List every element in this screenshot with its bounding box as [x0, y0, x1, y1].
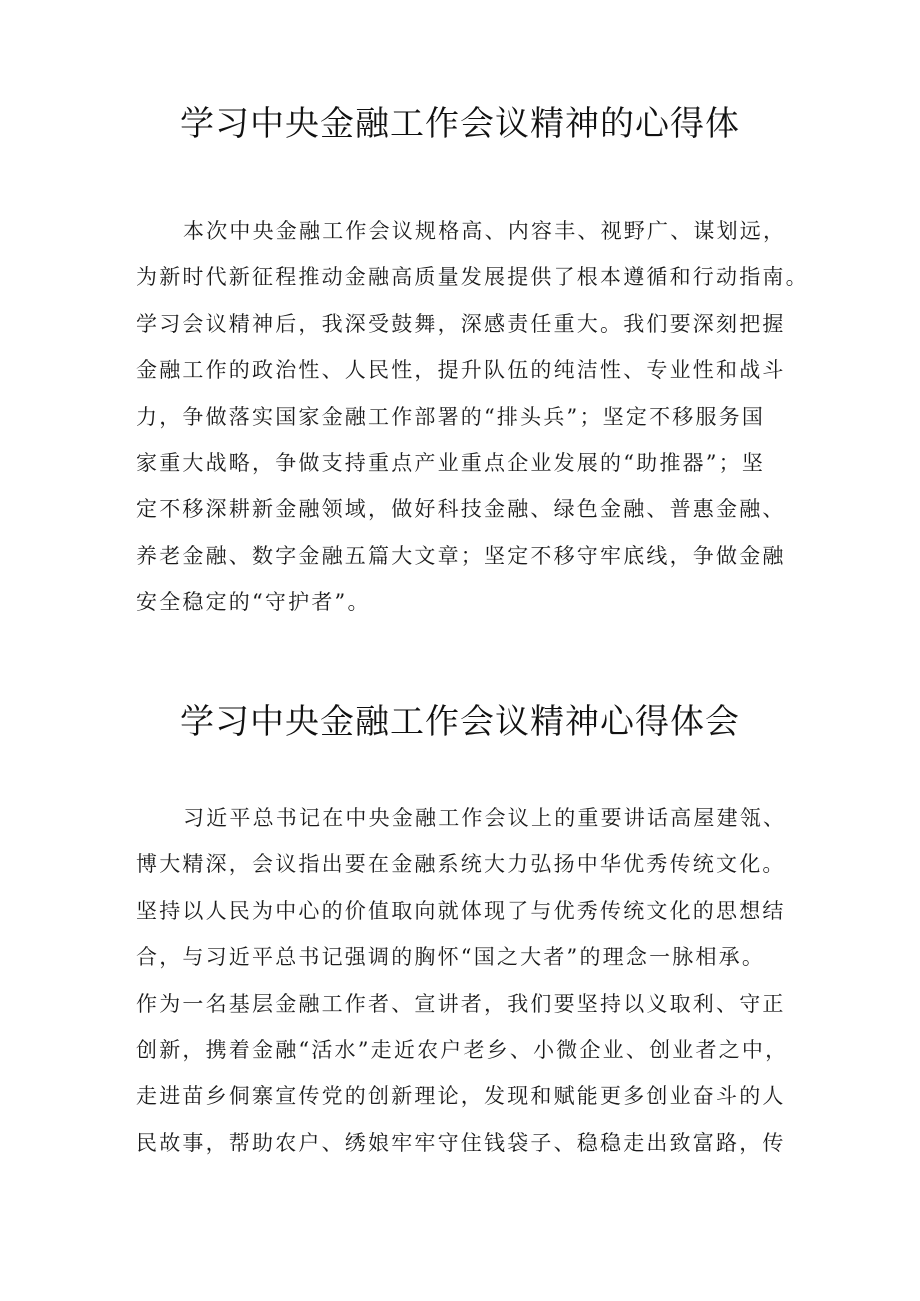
paragraph-line: 金融工作的政治性、人民性，提升队伍的纯洁性、专业性和战斗 [136, 358, 786, 383]
paragraph-line: 为新时代新征程推动金融高质量发展提供了根本遵循和行动指南。 [136, 265, 809, 290]
paragraph-line: 合，与习近平总书记强调的胸怀“国之大者”的理念一脉相承。 [136, 945, 766, 970]
paragraph-line: 坚持以人民为中心的价值取向就体现了与优秀传统文化的思想结 [136, 898, 786, 923]
section-2-paragraph [136, 795, 796, 1166]
paragraph-line: 养老金融、数字金融五篇大文章；坚定不移守牢底线，争做金融 [136, 543, 786, 568]
section-2-title: 学习中央金融工作会议精神心得体会 [180, 702, 740, 742]
paragraph-line: 走进苗乡侗寨宣传党的创新理论，发现和赋能更多创业奋斗的人 [136, 1084, 786, 1109]
section-1-paragraph [136, 208, 809, 626]
paragraph-line: 创新，携着金融“活水”走近农户老乡、小微企业、创业者之中， [136, 1037, 789, 1062]
paragraph-line: 作为一名基层金融工作者、宣讲者，我们要坚持以义取利、守正 [136, 991, 786, 1016]
paragraph-line: 力，争做落实国家金融工作部署的“排头兵”；坚定不移服务国 [136, 404, 766, 429]
paragraph-line: 习近平总书记在中央金融工作会议上的重要讲话高屋建瓴、 [183, 806, 787, 830]
section-1-title: 学习中央金融工作会议精神的心得体 [180, 104, 740, 144]
paragraph-line: 学习会议精神后，我深受鼓舞，深感责任重大。我们要深刻把握 [136, 311, 786, 336]
paragraph-line: 家重大战略，争做支持重点产业重点企业发展的“助推器”；坚 [136, 450, 766, 475]
paragraph-line: 本次中央金融工作会议规格高、内容丰、视野广、谋划远， [183, 219, 787, 243]
paragraph-line: 博大精深，会议指出要在金融系统大力弘扬中华优秀传统文化。 [136, 852, 786, 877]
paragraph-line: 定不移深耕新金融领域，做好科技金融、绿色金融、普惠金融、 [136, 497, 786, 522]
paragraph-line: 民故事，帮助农户、绣娘牢牢守住钱袋子、稳稳走出致富路，传 [136, 1130, 786, 1155]
paragraph-line: 安全稳定的“守护者”。 [136, 590, 371, 615]
